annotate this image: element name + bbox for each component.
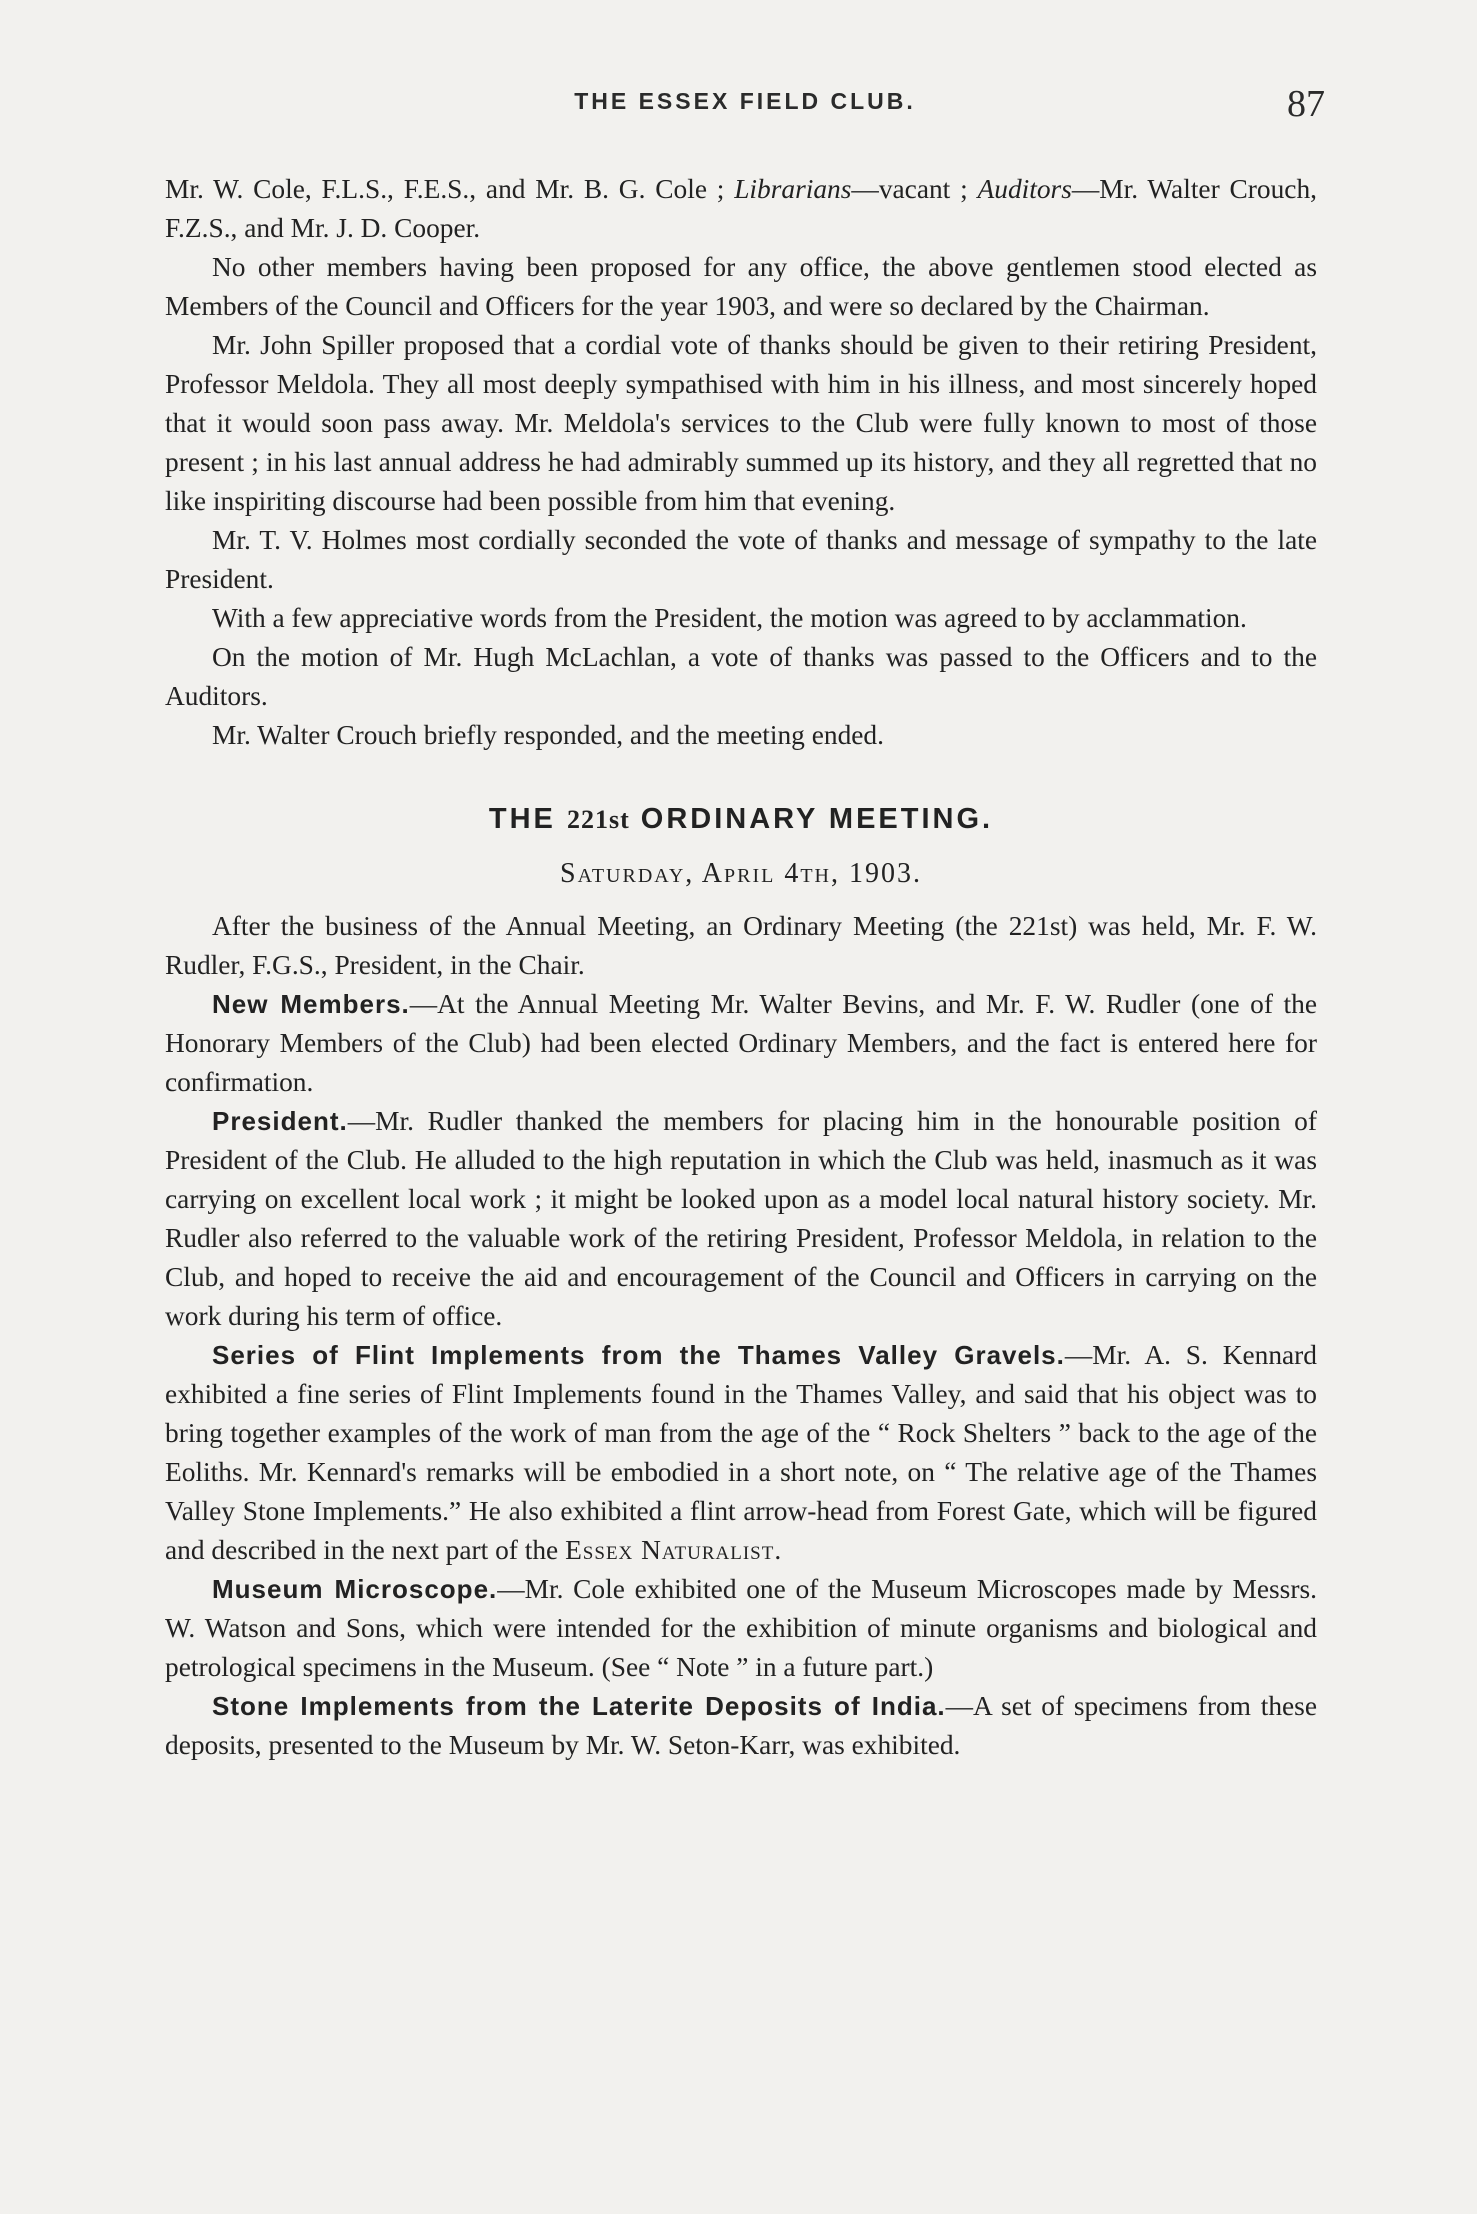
meeting-date: Saturday, April 4th, 1903.: [560, 858, 922, 889]
paragraph-meeting-ended: Mr. Walter Crouch briefly responded, and the meeting ended.: [212, 720, 884, 750]
heading-text: ORDINARY MEETING.: [640, 803, 994, 835]
paragraph-vote-of-thanks: Mr. John Spiller proposed that a cordial vote of thanks should be given to their retiring President, Professor Meldola. They all most deeply sympathised with him in his illness, and most sincerely hoped that it would soon pass away. Mr. Meldola's services to the Club were fully known to most of those present ; in his last annual address he had admirably summed up its history, and they all regretted that no like inspiriting discourse had been possible from him that evening.: [165, 330, 1317, 516]
text-run: Mr. W. Cole, F.L.S., F.E.S., and Mr. B. G. Cole ;: [165, 174, 735, 204]
italic-term: Librarians: [734, 174, 852, 204]
runin-heading: Stone Implements from the Laterite Deposits of India.: [212, 1691, 946, 1721]
paragraph-laterite: [165, 1687, 1317, 1765]
heading-text: THE: [488, 803, 556, 835]
journal-title: Essex Naturalist: [565, 1535, 775, 1565]
paragraph-election: No other members having been proposed for any office, the above gentlemen stood elected as Members of the Council and Officers for the year 1903, and were so declared by the Chairman.: [165, 252, 1317, 321]
section-heading: [165, 799, 1317, 840]
text-run: —A set of specimens from these deposits, presented to the Museum by Mr. W. Seton-Karr, was exhibited.: [165, 1691, 1317, 1760]
text-run: .: [774, 1535, 782, 1565]
paragraph-officers: [165, 170, 1317, 248]
runin-heading: President.: [212, 1106, 348, 1136]
paragraph-president: [165, 1102, 1317, 1336]
page-number: 87: [1287, 83, 1325, 125]
page-body: [165, 170, 1317, 1765]
paragraph-officers-thanks: On the motion of Mr. Hugh McLachlan, a vote of thanks was passed to the Officers and to the Auditors.: [165, 642, 1317, 711]
text-run: —Mr. Cole exhibited one of the Museum Microscopes made by Messrs. W. Watson and Sons, which were intended for the exhibition of minute organisms and biological and petrological specimens in the Museum. (See “ Note ” in a future part.): [165, 1574, 1317, 1682]
paragraph-seconded: Mr. T. V. Holmes most cordially seconded the vote of thanks and message of sympathy to the late President.: [165, 525, 1317, 594]
text-run: —At the Annual Meeting Mr. Walter Bevins, and Mr. F. W. Rudler (one of the Honorary Members of the Club) had been elected Ordinary Members, and the fact is entered here for confirmation.: [165, 989, 1317, 1097]
paragraph-microscope: [165, 1570, 1317, 1687]
paragraph-agreed: With a few appreciative words from the President, the motion was agreed to by acclammation.: [212, 603, 1247, 633]
runin-heading: Series of Flint Implements from the Thames Valley Gravels.: [212, 1340, 1065, 1370]
running-title: THE ESSEX FIELD CLUB.: [574, 88, 916, 114]
paragraph-ordinary-meeting: After the business of the Annual Meeting, an Ordinary Meeting (the 221st) was held, Mr. F. W. Rudler, F.G.S., President, in the Chair.: [165, 911, 1317, 980]
heading-ordinal: 221st: [566, 805, 630, 834]
italic-term: Auditors: [977, 174, 1072, 204]
text-run: —Mr. Walter Crouch, F.Z.S., and Mr. J. D. Cooper.: [165, 174, 1317, 243]
text-run: —Mr. A. S. Kennard exhibited a fine series of Flint Implements found in the Thames Valley, and said that his object was to bring together examples of the work of man from the age of the “ Rock Shelters ” back to the age of the Eoliths. Mr. Kennard's remarks will be embodied in a short note, on “ The relative age of the Thames Valley Stone Implements.” He also exhibited a flint arrow-head from Forest Gate, which will be figured and described in the next part of the: [165, 1340, 1317, 1565]
text-run: —vacant ;: [851, 174, 978, 204]
runin-heading: Museum Microscope.: [212, 1574, 498, 1604]
paragraph-new-members: [165, 985, 1317, 1102]
paragraph-flint-implements: [165, 1336, 1317, 1570]
page-header: [165, 82, 1325, 132]
text-run: —Mr. Rudler thanked the members for placing him in the honourable position of President of the Club. He alluded to the high reputation in which the Club was held, inasmuch as it was carrying on excellent local work ; it might be looked upon as a model local natural history society. Mr. Rudler also referred to the valuable work of the retiring President, Professor Meldola, in relation to the Club, and hoped to receive the aid and encouragement of the Council and Officers in carrying on the work during his term of office.: [165, 1106, 1317, 1331]
runin-heading: New Members.: [212, 989, 410, 1019]
